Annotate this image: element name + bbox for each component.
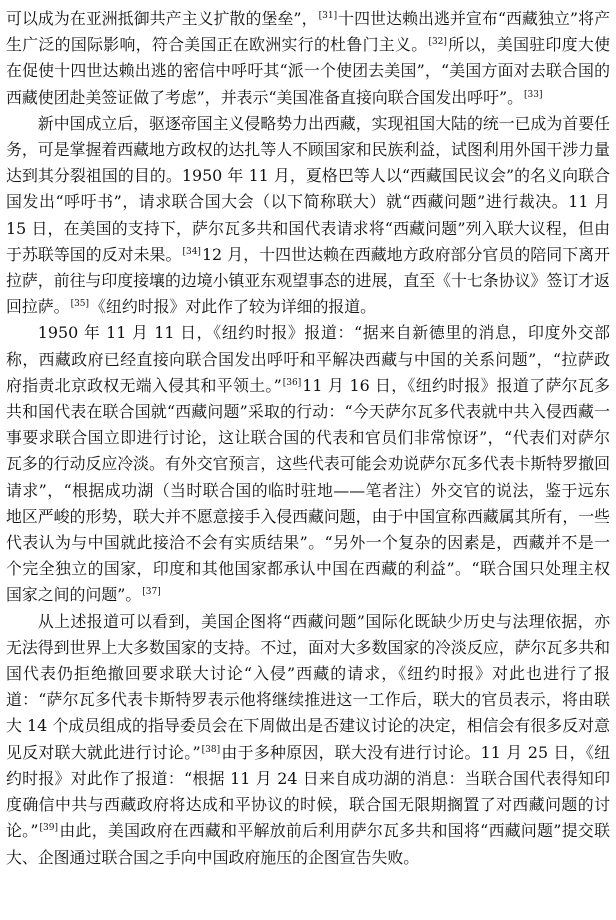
text-run: 可以成为在亚洲抵御共产主义扩散的堡垒”，	[6, 9, 318, 28]
document-page	[6, 6, 610, 871]
text-run: 11 月 16 日，《纽约时报》报道了萨尔瓦多共和国代表在联合国就“西藏问题”采取的行动：“今天萨尔瓦多代表就中共入侵西藏一事要求联合国立即进行讨论，这让联合国的代表和官员们非常惊讶”，“代表们对萨尔瓦多的行动反应冷淡。有外交官预言，这些代表可能会劝说萨尔瓦多代表卡斯特罗撤回请求”，“根据成功湖（当时联合国的临时驻地——笔者注）外交官的说法，鉴于远东地区严峻的形势，联大并不愿意接手入侵西藏问题，由于中国宣称西藏属其所有，一些代表认为与中国就此接洽不会有实质结果”。“另外一个复杂的因素是，西藏并不是一个完全独立的国家，印度和其他国家都承认中国在西藏的利益”。“联合国只处理主权国家之间的问题”。	[6, 375, 610, 605]
text-run: 1950 年 11 月 11 日，《纽约时报》报道：“据来自新德里的消息，印度外交部称，西藏政府已经直接向联合国发出呼吁和平解决西藏与中国的关系问题”，“拉萨政府指责北京政权无端入侵其和平领土。”	[6, 323, 610, 395]
paragraph	[6, 320, 610, 608]
text-run: 由此，美国政府在西藏和平解放前后利用萨尔瓦多共和国将“西藏问题”提交联大、企图通过联合国之手向中国政府施压的企图宣告失败。	[6, 821, 610, 867]
footnote-reference: [34]	[182, 246, 201, 257]
paragraph	[6, 6, 610, 111]
footnote-reference: [38]	[201, 744, 221, 755]
footnote-reference: [32]	[428, 37, 447, 48]
footnote-reference: [39]	[39, 823, 59, 834]
text-run: 从上述报道可以看到，美国企图将“西藏问题”国际化既缺少历史与法理依据，亦无法得到世界上大多数国家的支持。不过，面对大多数国家的冷淡反应，萨尔瓦多共和国代表仍拒绝撤回要求联大讨论“入侵”西藏的请求，《纽约时报》对此也进行了报道：“萨尔瓦多代表卡斯特罗表示他将继续推进这一工作后，联大的官员表示，将由联大 14 个成员组成的指导委员会在下周做出是否建议讨论的决定，相信会有很多反对意见反对联大就此进行讨论。”	[6, 611, 610, 762]
text-run: 由于多种原因，联大没有进行讨论。11 月 25 日，《纽约时报》对此作了报道：“根据 11 月 24 日来自成功湖的消息：当联合国代表得知印度确信中共与西藏政府将达成和平协议的时候，联合国无限期搁置了对西藏问题的讨论。”	[6, 742, 610, 841]
footnote-reference: [33]	[523, 89, 543, 100]
paragraph	[6, 111, 610, 321]
paragraph	[6, 609, 610, 871]
text-run: 新中国成立后，驱逐帝国主义侵略势力出西藏，实现祖国大陆的统一已成为首要任务，可是掌握着西藏地方政权的达扎等人不顾国家和民族利益，试图利用外国干涉力量达到其分裂祖国的目的。1950 年 11 月，夏格巴等人以“西藏国民议会”的名义向联合国发出“呼吁书”，请求联合国大会（以下简称联大）就“西藏问题”进行裁决。11 月 15 日，在美国的支持下，萨尔瓦多共和国代表请求将“西藏问题”列入联大议程，但由于苏联等国的反对未果。	[6, 113, 610, 264]
footnote-reference: [37]	[142, 587, 161, 598]
text-run: 十四世达赖出逃并宣布“西藏独立”将产生广泛的国际影响，符合美国正在欧洲实行的杜鲁门主义。	[6, 9, 610, 55]
text-run: 《纽约时报》对此作了较为详细的报道。	[90, 297, 377, 317]
text-run: 12 月，十四世达赖在西藏地方政府部分官员的陪同下离开拉萨，前往与印度接壤的边境小镇亚东观望事态的进展，直至《十七条协议》签订才返回拉萨。	[6, 244, 610, 317]
footnote-reference: [36]	[282, 377, 302, 388]
article-body	[6, 6, 610, 871]
footnote-reference: [31]	[318, 11, 338, 21]
text-run: 所以，美国驻印度大使在促使十四世达赖出逃的密信中呼吁其“派一个使团去美国”，“美国方面对去联合国的西藏使团赴美签证做了考虑”，并表示“美国准备直接向联合国发出呼吁”。	[6, 35, 611, 107]
footnote-reference: [35]	[70, 299, 90, 310]
